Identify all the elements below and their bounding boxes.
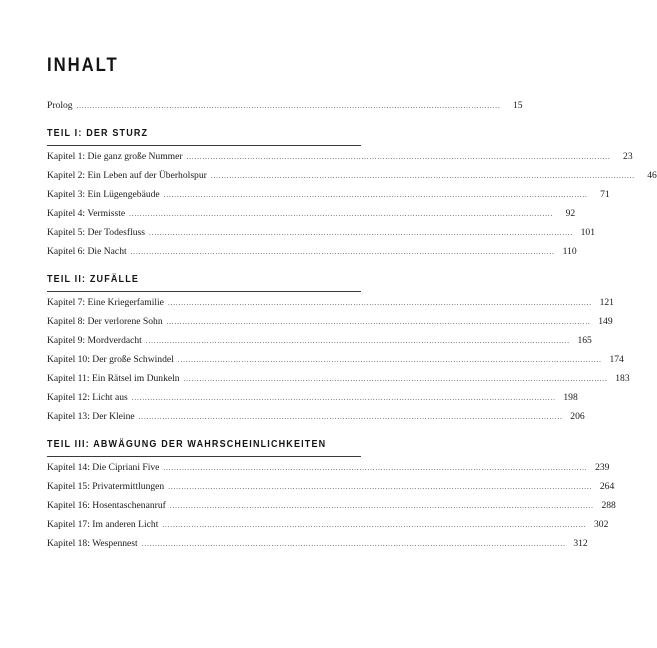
- toc-entry-page: 239: [595, 462, 610, 473]
- toc-entry: [47, 331, 592, 350]
- toc-entry-label: Kapitel 17: Im anderen Licht: [47, 519, 159, 530]
- dot-leader: ................................................................................................................................................................: [183, 375, 608, 383]
- toc-part: [47, 125, 657, 261]
- toc-entry-page: 101: [580, 227, 596, 238]
- toc-entry-page: 183: [615, 373, 630, 384]
- dot-leader: ................................................................................................................................................................: [210, 172, 635, 180]
- toc-entry-label: Kapitel 11: Ein Rätsel im Dunkeln: [47, 373, 180, 384]
- toc-entry-page: 302: [593, 519, 609, 530]
- dot-leader: ................................................................................................................................................................: [76, 102, 501, 110]
- toc-entry-page: 71: [600, 189, 610, 200]
- toc-entry-page: 121: [599, 297, 614, 308]
- toc-entry-label: Kapitel 16: Hosentaschenanruf: [47, 500, 166, 511]
- toc-entry: [47, 369, 630, 388]
- page-title: INHALT: [47, 55, 119, 76]
- dot-leader: ................................................................................................................................................................: [131, 394, 556, 402]
- dot-leader: ................................................................................................................................................................: [186, 153, 611, 161]
- dot-leader: ................................................................................................................................................................: [166, 318, 591, 326]
- toc-entry: [47, 496, 616, 515]
- dot-leader: ................................................................................................................................................................: [149, 229, 574, 237]
- toc-part: [47, 436, 616, 553]
- table-of-contents: [47, 96, 657, 553]
- dot-leader: ................................................................................................................................................................: [177, 356, 602, 364]
- dot-leader: ................................................................................................................................................................: [129, 210, 554, 218]
- toc-entry-label: Kapitel 18: Wespennest: [47, 538, 138, 549]
- toc-entry: [47, 223, 596, 242]
- toc-entry-label: Kapitel 1: Die ganz große Nummer: [47, 151, 183, 162]
- dot-leader: ................................................................................................................................................................: [163, 464, 588, 472]
- toc-entry-label: Prolog: [47, 100, 73, 111]
- toc-entry: [47, 388, 578, 407]
- part-divider: [47, 291, 361, 292]
- toc-entry-label: Kapitel 5: Der Todesfluss: [47, 227, 146, 238]
- toc-entry-label: Kapitel 7: Eine Kriegerfamilie: [47, 297, 164, 308]
- part-heading: TEIL III: ABWÄGUNG DER WAHRSCHEINLICHKEITEN: [47, 439, 327, 450]
- toc-entry-label: Kapitel 4: Vermisste: [47, 208, 126, 219]
- toc-entry-page: 174: [609, 354, 624, 365]
- toc-entry-label: Kapitel 15: Privatermittlungen: [47, 481, 165, 492]
- toc-entry-page: 165: [577, 335, 592, 346]
- toc-part: [47, 271, 630, 426]
- toc-entry-page: 110: [562, 246, 577, 257]
- part-heading: TEIL II: ZUFÄLLE: [47, 274, 140, 285]
- dot-leader: ................................................................................................................................................................: [145, 337, 570, 345]
- toc-entry-label: Kapitel 9: Mordverdacht: [47, 335, 142, 346]
- toc-entry: [47, 242, 577, 261]
- dot-leader: ................................................................................................................................................................: [163, 191, 588, 199]
- toc-entry-label: Kapitel 14: Die Cipriani Five: [47, 462, 160, 473]
- toc-entry-page: 264: [599, 481, 615, 492]
- toc-entry-page: 46: [647, 170, 657, 181]
- toc-entry-label: Kapitel 10: Der große Schwindel: [47, 354, 174, 365]
- toc-entry: [47, 312, 613, 331]
- toc-entry-page: 23: [623, 151, 633, 162]
- dot-leader: ................................................................................................................................................................: [130, 248, 555, 256]
- dot-leader: ................................................................................................................................................................: [162, 521, 587, 529]
- part-divider: [47, 145, 361, 146]
- toc-entry: [47, 166, 657, 185]
- toc-entry-label: Kapitel 12: Licht aus: [47, 392, 128, 403]
- toc-entry: [47, 515, 609, 534]
- toc-entry: [47, 458, 610, 477]
- part-heading: TEIL I: DER STURZ: [47, 128, 149, 139]
- toc-entry-page: 288: [601, 500, 616, 511]
- toc-entry-page: 15: [513, 100, 523, 111]
- toc-entry: [47, 350, 624, 369]
- toc-entry-page: 149: [598, 316, 613, 327]
- toc-entry: [47, 147, 633, 166]
- dot-leader: ................................................................................................................................................................: [169, 502, 594, 510]
- part-divider: [47, 456, 361, 457]
- toc-entry-label: Kapitel 8: Der verlorene Sohn: [47, 316, 163, 327]
- toc-entry-label: Kapitel 6: Die Nacht: [47, 246, 127, 257]
- toc-entry-prolog: [47, 96, 523, 115]
- toc-entry-page: 312: [573, 538, 588, 549]
- toc-entry: [47, 534, 588, 553]
- dot-leader: ................................................................................................................................................................: [138, 413, 563, 421]
- toc-entry-label: Kapitel 3: Ein Lügengebäude: [47, 189, 160, 200]
- toc-entry-page: 206: [570, 411, 585, 422]
- toc-entry-label: Kapitel 2: Ein Leben auf der Überholspur: [47, 170, 207, 181]
- toc-entry: [47, 204, 576, 223]
- toc-entry: [47, 477, 615, 496]
- dot-leader: ................................................................................................................................................................: [168, 483, 593, 491]
- toc-entry-page: 198: [563, 392, 578, 403]
- toc-entry: [47, 185, 610, 204]
- toc-entry-page: 92: [565, 208, 576, 219]
- toc-entry-label: Kapitel 13: Der Kleine: [47, 411, 135, 422]
- toc-entry: [47, 407, 585, 426]
- dot-leader: ................................................................................................................................................................: [141, 540, 566, 548]
- dot-leader: ................................................................................................................................................................: [167, 299, 592, 307]
- toc-entry: [47, 293, 614, 312]
